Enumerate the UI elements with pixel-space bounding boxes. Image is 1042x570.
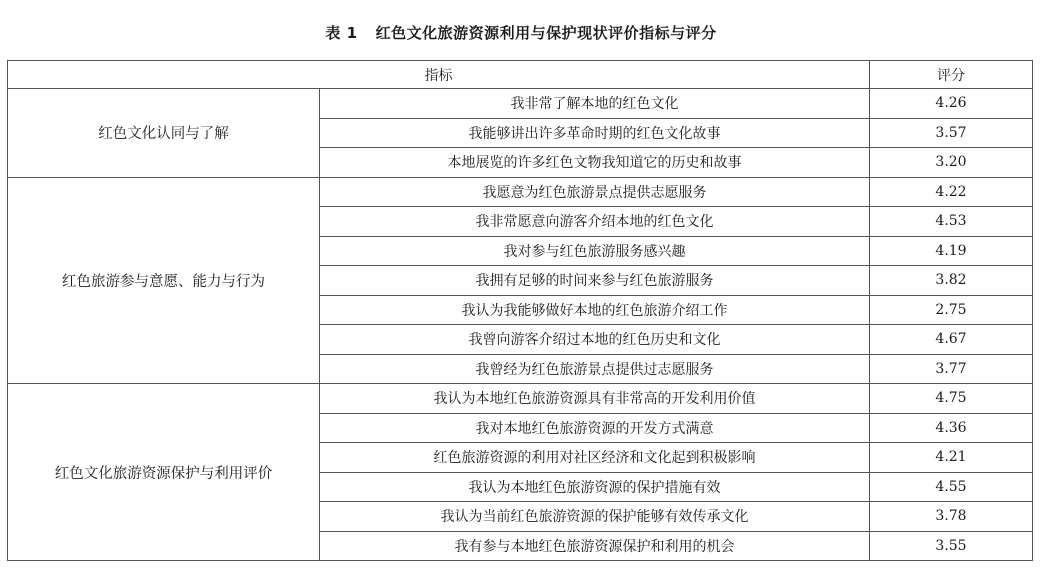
- score-cell: 2.75: [870, 295, 1033, 325]
- score-cell: 3.82: [870, 266, 1033, 296]
- score-cell: 3.78: [870, 502, 1033, 532]
- category-cell: 红色文化旅游资源保护与利用评价: [8, 384, 320, 561]
- table-header: [8, 61, 1033, 89]
- table-title: 红色文化旅游资源利用与保护现状评价指标与评分: [375, 24, 717, 42]
- indicator-cell: 我拥有足够的时间来参与红色旅游服务: [320, 266, 870, 296]
- score-cell: 4.26: [870, 89, 1033, 119]
- score-cell: 4.19: [870, 236, 1033, 266]
- indicator-group: [8, 177, 1033, 384]
- table-row: [8, 384, 1033, 414]
- indicator-cell: 我曾向游客介绍过本地的红色历史和文化: [320, 325, 870, 355]
- indicator-cell: 我认为本地红色旅游资源的保护措施有效: [320, 472, 870, 502]
- score-cell: 4.75: [870, 384, 1033, 414]
- indicator-cell: 我认为本地红色旅游资源具有非常高的开发利用价值: [320, 384, 870, 414]
- evaluation-table: [7, 60, 1033, 561]
- score-cell: 4.21: [870, 443, 1033, 473]
- indicator-cell: 红色旅游资源的利用对社区经济和文化起到积极影响: [320, 443, 870, 473]
- indicator-cell: 我能够讲出许多革命时期的红色文化故事: [320, 118, 870, 148]
- indicator-cell: 我有参与本地红色旅游资源保护和利用的机会: [320, 531, 870, 561]
- indicator-cell: 我曾经为红色旅游景点提供过志愿服务: [320, 354, 870, 384]
- table-caption: [0, 22, 1042, 43]
- score-cell: 4.36: [870, 413, 1033, 443]
- score-cell: 4.53: [870, 207, 1033, 237]
- indicator-cell: 我对本地红色旅游资源的开发方式满意: [320, 413, 870, 443]
- score-cell: 3.57: [870, 118, 1033, 148]
- header-indicator: 指标: [8, 61, 870, 89]
- table-row: [8, 89, 1033, 119]
- indicator-cell: 我对参与红色旅游服务感兴趣: [320, 236, 870, 266]
- score-cell: 3.55: [870, 531, 1033, 561]
- category-cell: 红色文化认同与了解: [8, 89, 320, 178]
- category-cell: 红色旅游参与意愿、能力与行为: [8, 177, 320, 384]
- score-cell: 3.77: [870, 354, 1033, 384]
- indicator-group: [8, 384, 1033, 561]
- table-row: [8, 177, 1033, 207]
- header-score: 评分: [870, 61, 1033, 89]
- indicator-cell: 本地展览的许多红色文物我知道它的历史和故事: [320, 148, 870, 178]
- score-cell: 3.20: [870, 148, 1033, 178]
- table-number: 表 1: [325, 24, 358, 42]
- score-cell: 4.55: [870, 472, 1033, 502]
- indicator-cell: 我愿意为红色旅游景点提供志愿服务: [320, 177, 870, 207]
- indicator-cell: 我认为当前红色旅游资源的保护能够有效传承文化: [320, 502, 870, 532]
- score-cell: 4.67: [870, 325, 1033, 355]
- header-row: [8, 61, 1033, 89]
- indicator-cell: 我非常愿意向游客介绍本地的红色文化: [320, 207, 870, 237]
- indicator-group: [8, 89, 1033, 178]
- indicator-cell: 我认为我能够做好本地的红色旅游介绍工作: [320, 295, 870, 325]
- indicator-cell: 我非常了解本地的红色文化: [320, 89, 870, 119]
- score-cell: 4.22: [870, 177, 1033, 207]
